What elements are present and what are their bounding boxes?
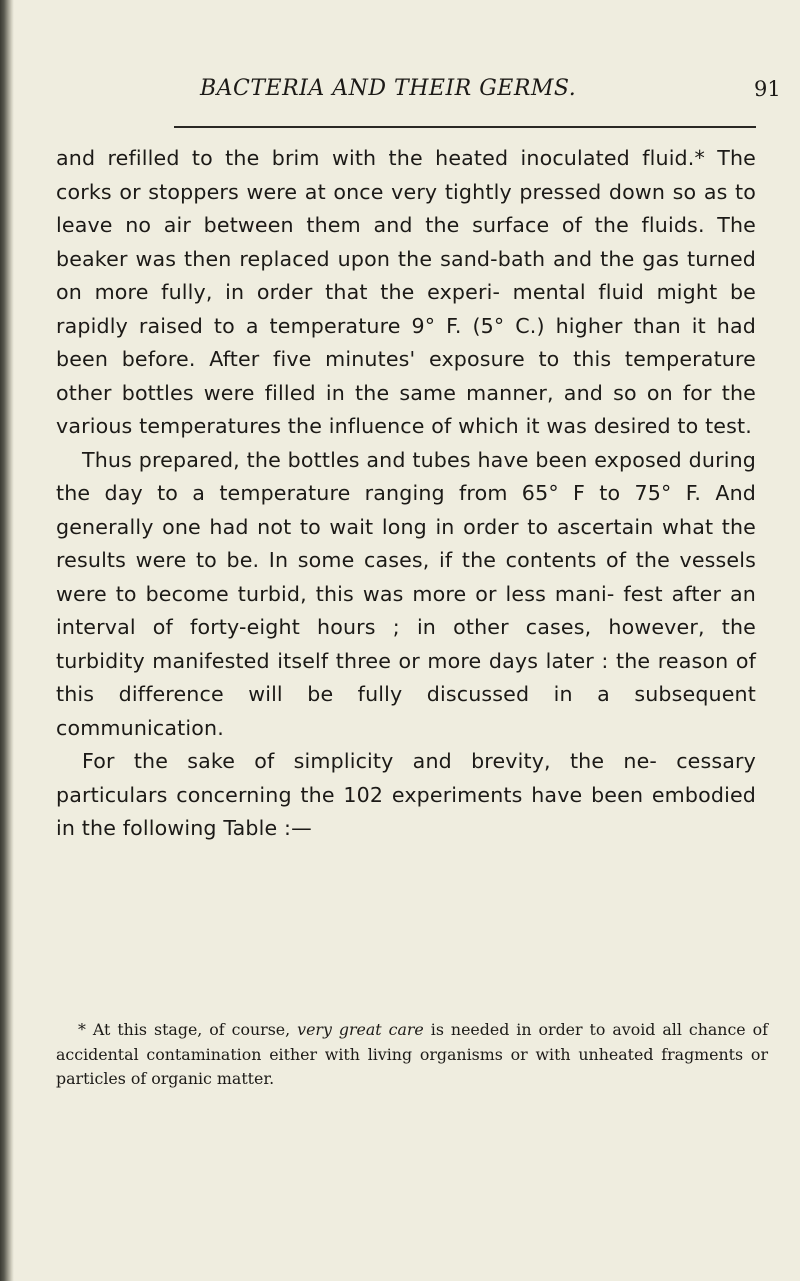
footnote-text-after: is needed in order to avoid all chance of accidental contamination either with living organisms or with unheated fragments or particles of organic matter.	[56, 1020, 768, 1088]
body-text	[56, 142, 756, 846]
paragraph-2: Thus prepared, the bottles and tubes have been exposed during the day to a temperature ranging from 65° F to 75° F. And generally one had not to wait long in order to ascertain what the results were to be. In some cases, if the contents of the vessels were to become turbid, this was more or less mani- fest after an interval of forty-eight hours ; in other cases, however, the turbidity manifested itself three or more days later : the reason of this difference will be fully discussed in a subsequent communication.	[56, 447, 756, 740]
paragraph-3: For the sake of simplicity and brevity, the ne- cessary particulars concerning the 102 experiments have been embodied in the following Table :—	[56, 749, 756, 840]
footnote-marker: *	[78, 1020, 86, 1039]
footnote-text	[56, 1018, 768, 1092]
page-number: 91	[754, 77, 781, 101]
paragraph-1: and refilled to the brim with the heated inoculated fluid.* The corks or stoppers were at once very tightly pressed down so as to leave no air between them and the surface of the fluids. The beaker was then replaced upon the sand-bath and the gas turned on more fully, in order that the experi- mental fluid might be rapidly raised to a temperature 9° F. (5° C.) higher than it had been before. After five minutes' exposure to this temperature other bottles were filled in the same manner, and so on for the various temperatures the influence of which it was desired to test.	[56, 146, 756, 438]
footnote-emphasis: very great care	[297, 1020, 424, 1039]
binding-shadow	[0, 0, 14, 1281]
header-rule	[174, 126, 756, 128]
footnote	[56, 1018, 768, 1092]
footnote-text-before: At this stage, of course,	[85, 1020, 298, 1039]
running-head: BACTERIA AND THEIR GERMS.	[200, 76, 577, 101]
page-header	[174, 76, 800, 116]
